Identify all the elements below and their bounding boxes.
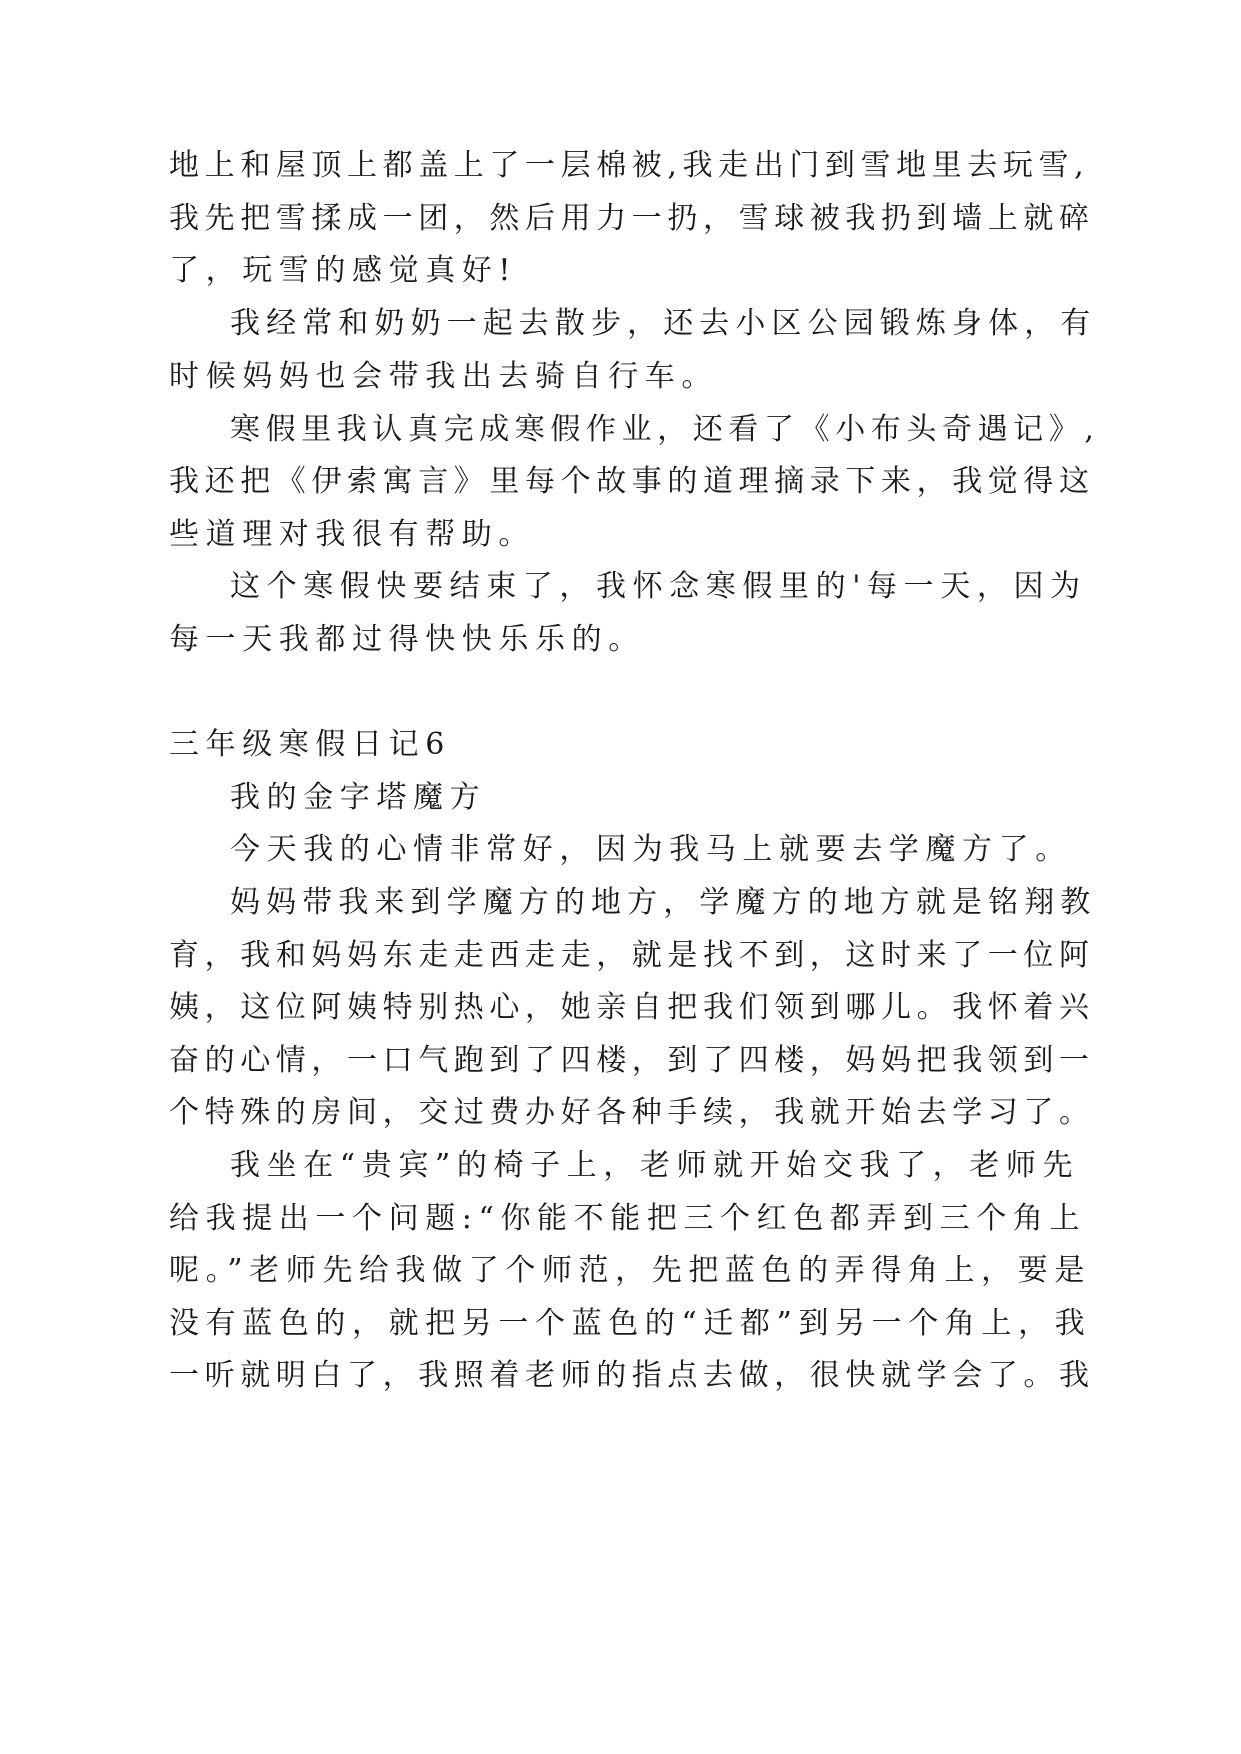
- text-line: 我坐在“贵宾”的椅子上，老师就开始交我了，老师先: [230, 1148, 1080, 1183]
- diary-entry-heading: 三年级寒假日记6: [169, 727, 451, 762]
- text-line: 这个寒假快要结束了，我怀念寒假里的'每一天，因为: [230, 569, 1087, 604]
- text-line: 地上和屋顶上都盖上了一层棉被,我走出门到雪地里去玩雪,: [169, 148, 1090, 183]
- text-line: 寒假里我认真完成寒假作业，还看了《小布头奇遇记》,: [230, 412, 1100, 447]
- diary-entry-title: 我的金字塔魔方: [230, 780, 487, 815]
- text-line: 给我提出一个问题:“你能不能把三个红色都弄到三个角上: [169, 1201, 1087, 1236]
- text-line: 姨，这位阿姨特别热心，她亲自把我们领到哪儿。我怀着兴: [169, 990, 1095, 1025]
- text-line: 些道理对我很有帮助。: [169, 517, 535, 552]
- text-line: 奋的心情，一口气跑到了四楼，到了四楼，妈妈把我领到一: [169, 1043, 1095, 1078]
- text-line: 一听就明白了，我照着老师的指点去做，很快就学会了。我: [169, 1358, 1095, 1393]
- text-line: 我还把《伊索寓言》里每个故事的道理摘录下来，我觉得这: [169, 464, 1095, 499]
- text-line: 时候妈妈也会带我出去骑自行车。: [169, 359, 718, 394]
- text-line: 育，我和妈妈东走走西走走，就是找不到，这时来了一位阿: [169, 938, 1095, 973]
- text-line: 个特殊的房间，交过费办好各种手续，我就开始去学习了。: [169, 1095, 1095, 1130]
- text-line: 没有蓝色的，就把另一个蓝色的“迁都”到另一个角上，我: [169, 1306, 1092, 1341]
- text-line: 了，玩雪的感觉真好!: [169, 253, 518, 288]
- text-line: 我先把雪揉成一团，然后用力一扔，雪球被我扔到墙上就碎: [169, 201, 1095, 236]
- text-line: 妈妈带我来到学魔方的地方，学魔方的地方就是铭翔教: [230, 885, 1097, 920]
- text-line: 我经常和奶奶一起去散步，还去小区公园锻炼身体，有: [230, 306, 1097, 341]
- text-line: 每一天我都过得快快乐乐的。: [169, 622, 645, 657]
- text-line: 今天我的心情非常好，因为我马上就要去学魔方了。: [230, 832, 1072, 867]
- text-line: 呢。”老师先给我做了个师范，先把蓝色的弄得角上，要是: [169, 1253, 1091, 1288]
